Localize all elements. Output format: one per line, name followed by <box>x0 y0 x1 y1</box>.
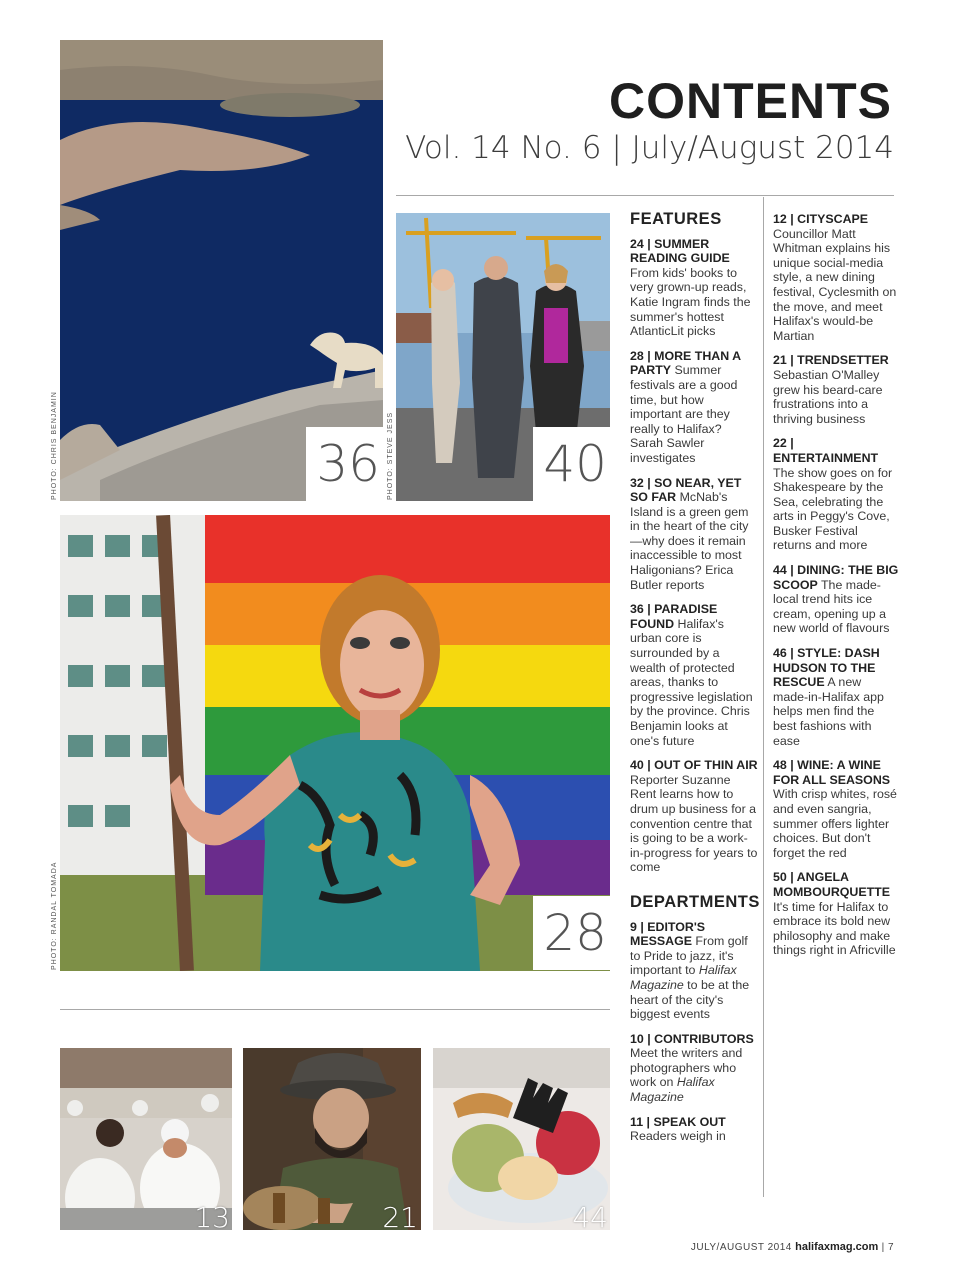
toc-entry-body: The made-local trend hits ice cream, opening up a new world of flavours <box>773 577 890 636</box>
toc-entry[interactable] <box>773 563 899 636</box>
toc-entry[interactable] <box>630 602 758 748</box>
toc-entry-body: From golf to Pride to jazz, it's important to <box>630 934 748 978</box>
toc-entry-body: Halifax's urban core is surrounded by a wealth of protected areas, thanks to progressive legislation by the province. Chris Benjamin looks at one's future <box>630 616 753 748</box>
page-number-21: 21 <box>382 1201 418 1234</box>
page-title: CONTENTS <box>609 73 892 129</box>
toc-entry-head: 44 | DINING: THE BIG SCOOP <box>773 563 899 592</box>
toc-entry-body: Meet the writers and photographers who work on <box>630 1046 743 1090</box>
toc-entry-head: 11 | SPEAK OUT <box>630 1114 726 1129</box>
toc-entry[interactable] <box>630 1032 758 1105</box>
toc-entry-head: 32 | SO NEAR, YET SO FAR <box>630 475 742 505</box>
toc-entry[interactable] <box>773 212 899 343</box>
toc-entry-body: With crisp whites, rosé and even sangria, summer offers lighter choices. But don't forget the red <box>773 787 897 860</box>
toc-entry-head: 10 | CONTRIBUTORS <box>630 1031 754 1046</box>
toc-entry-head: 36 | PARADISE FOUND <box>630 602 718 631</box>
toc-entry-body: Summer festivals are a good time, but how important are they really to Halifax? Sarah Sawler investigates <box>630 363 738 465</box>
photo-credit-people: PHOTO: STEVE JESS <box>387 411 394 500</box>
photo-pride-flag[interactable] <box>60 515 610 971</box>
features-column <box>630 212 758 1154</box>
toc-entry[interactable] <box>773 353 899 426</box>
footer-site-link[interactable]: halifaxmag.com <box>795 1241 879 1253</box>
toc-entry-head: 22 | ENTERTAINMENT <box>773 436 879 465</box>
toc-entry-body: It's time for Halifax to embrace its bold new philosophy and make things right in Africville <box>773 899 896 958</box>
toc-entry-body: Sebastian O'Malley grew his beard-care frustrations into a thriving business <box>773 367 883 426</box>
column-divider <box>763 197 764 1197</box>
toc-entry-body: A new made-in-Halifax app helps men find the best fashions with ease <box>773 675 884 748</box>
toc-entry-head: 21 | TRENDSETTER <box>773 353 889 368</box>
toc-entry-italic: Halifax Magazine <box>630 1075 715 1105</box>
photo-divider <box>60 1009 610 1010</box>
toc-entry-head: 28 | MORE THAN A PARTY <box>630 348 741 378</box>
toc-entry-head: 48 | WINE: A WINE FOR ALL SEASONS <box>773 758 891 787</box>
page-number-36: 36 <box>306 427 384 501</box>
header-divider <box>396 195 894 196</box>
page-number-44: 44 <box>572 1201 608 1234</box>
departments-column <box>773 212 899 968</box>
features-heading: FEATURES <box>630 210 722 228</box>
toc-entry-head: 40 | OUT OF THIN AIR <box>630 758 758 773</box>
photo-credit-lake: PHOTO: CHRIS BENJAMIN <box>51 391 58 500</box>
toc-entry[interactable] <box>773 436 899 553</box>
toc-entry-head: 12 | CITYSCAPE <box>773 212 869 226</box>
footer-page-number: | 7 <box>881 1242 894 1253</box>
toc-entry-head: 24 | SUMMER READING GUIDE <box>630 236 730 266</box>
toc-entry[interactable] <box>630 1115 758 1144</box>
toc-entry-body: Readers weigh in <box>630 1129 726 1144</box>
page-number-28: 28 <box>533 896 611 970</box>
toc-entry-body: The show goes on for Shakespeare by the Sea, celebrating the arts in Peggy's Cove, Busker Festival returns and more <box>773 465 893 553</box>
toc-entry[interactable] <box>630 476 758 593</box>
toc-entry[interactable] <box>773 758 899 860</box>
toc-entry-italic: Halifax Magazine <box>630 963 737 992</box>
issue-line: Vol. 14 No. 6 | July/August 2014 <box>405 130 894 166</box>
toc-entry-body: Councillor Matt Whitman explains his unique social-media style, a new dining festival, Cyclesmith on the move, and meet Halifax's would-be Martian <box>773 226 897 343</box>
page-number-40: 40 <box>533 427 611 501</box>
footer-date: JULY/AUGUST 2014 <box>690 1242 792 1253</box>
page-number-13: 13 <box>194 1201 230 1234</box>
departments-heading: DEPARTMENTS <box>630 892 760 911</box>
toc-entry[interactable] <box>630 349 758 466</box>
toc-entry-head: 50 | ANGELA MOMBOURQUETTE <box>773 870 891 899</box>
toc-entry[interactable] <box>630 920 758 1022</box>
page-footer <box>691 1241 894 1253</box>
toc-entry-body: Reporter Suzanne Rent learns how to drum up business for a convention centre that is going to be a work-in-progress for years to come <box>630 772 758 875</box>
toc-entry[interactable] <box>630 758 758 875</box>
toc-entry-body: From kids' books to very grown-up reads, Katie Ingram finds the summer's hottest AtlanticLit picks <box>630 265 751 339</box>
toc-entry[interactable] <box>773 646 899 748</box>
toc-entry-head: 9 | EDITOR'S MESSAGE <box>630 919 706 949</box>
toc-entry[interactable] <box>773 870 899 958</box>
toc-entry-head: 46 | STYLE: DASH HUDSON TO THE RESCUE <box>773 646 880 690</box>
toc-entry[interactable] <box>630 237 758 339</box>
toc-entry-body: to be at the heart of the city's biggest events <box>630 977 750 1022</box>
photo-credit-pride: PHOTO: RANDAL TOMADA <box>51 861 58 970</box>
toc-entry-body: McNab's Island is a green gem in the heart of the city—why does it remain inaccessible to most Haligonians? Erica Butler reports <box>630 490 749 592</box>
